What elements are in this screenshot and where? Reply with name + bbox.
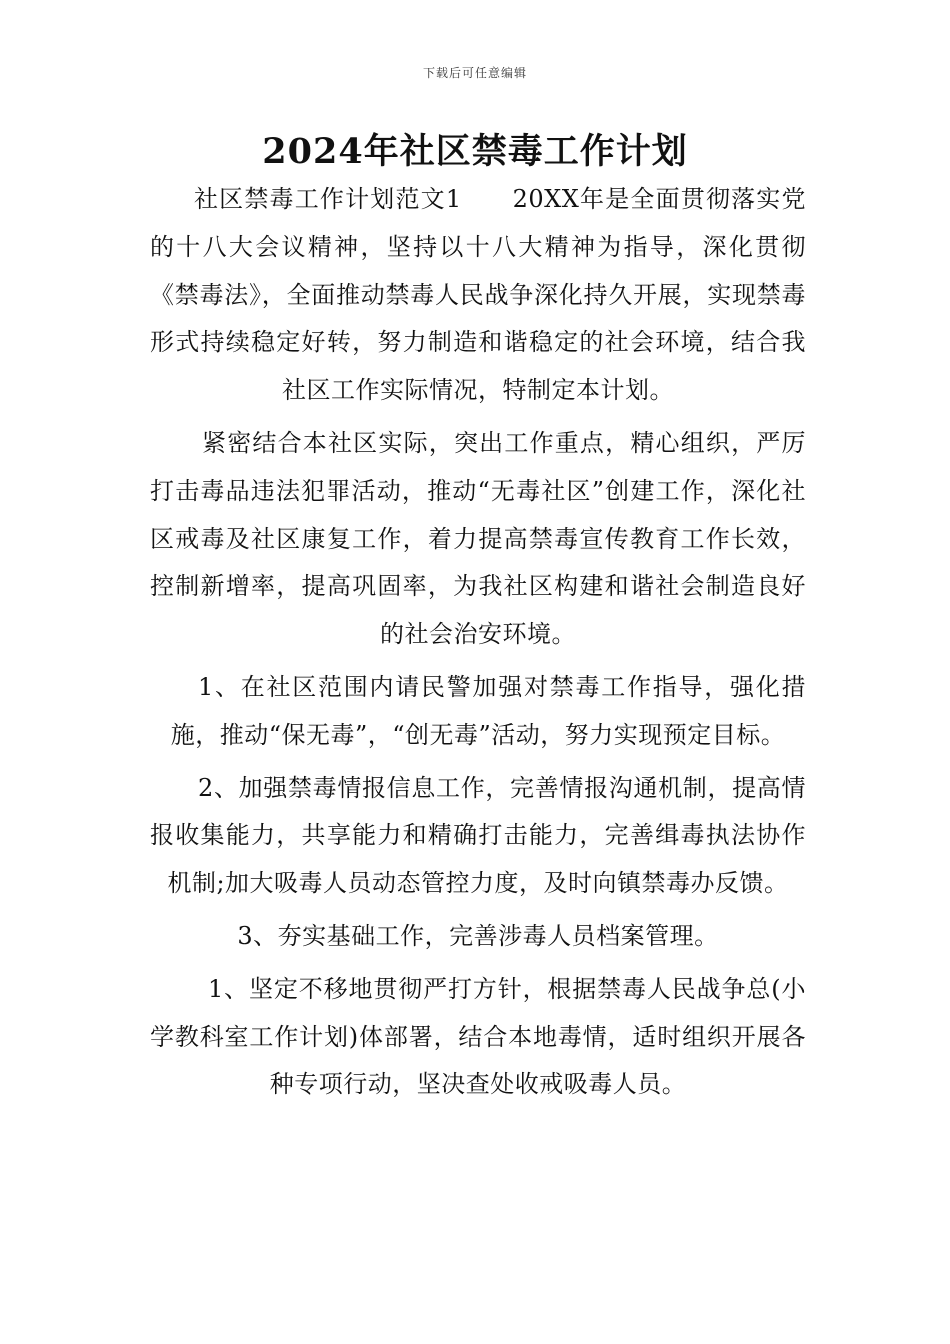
paragraph-item-1: 1、在社区范围内请民警加强对禁毒工作指导，强化措施，推动“保无毒”，“创无毒”活动，努力实现预定目标。 xyxy=(170,672,806,749)
document-title: 2024年社区禁毒工作计划 xyxy=(262,131,688,172)
document-body xyxy=(150,176,806,1109)
paragraph-item-3: 3、夯实基础工作，完善涉毒人员档案管理。 xyxy=(237,921,719,950)
paragraph-goal: 紧密结合本社区实际，突出工作重点，精心组织，严厉打击毒品违法犯罪活动，推动“无毒社区”创建工作，深化社区戒毒及社区康复工作，着力提高禁毒宣传教育工作长效，控制新增率，提高巩固率，为我社区构建和谐社会制造良好的社会治安环境。 xyxy=(150,428,806,649)
paragraph-intro: 社区禁毒工作计划范文1 20XX年是全面贯彻落实党的十八大会议精神，坚持以十八大精神为指导，深化贯彻《禁毒法》，全面推动禁毒人民战争深化持久开展，实现禁毒形式持续稳定好转，努力制造和谐稳定的社会环境，结合我社区工作实际情况，特制定本计划。 xyxy=(150,185,806,405)
paragraph-item-2: 2、加强禁毒情报信息工作，完善情报沟通机制，提高情报收集能力，共享能力和精确打击能力，完善缉毒执法协作机制;加大吸毒人员动态管控力度，及时向镇禁毒办反馈。 xyxy=(150,773,806,898)
paragraph-item-4: 1、坚定不移地贯彻严打方针，根据禁毒人民战争总(小学教科室工作计划)体部署，结合本地毒情，适时组织开展各种专项行动，坚决查处收戒吸毒人员。 xyxy=(150,974,806,1099)
header-note: 下载后可任意编辑 xyxy=(422,66,527,80)
